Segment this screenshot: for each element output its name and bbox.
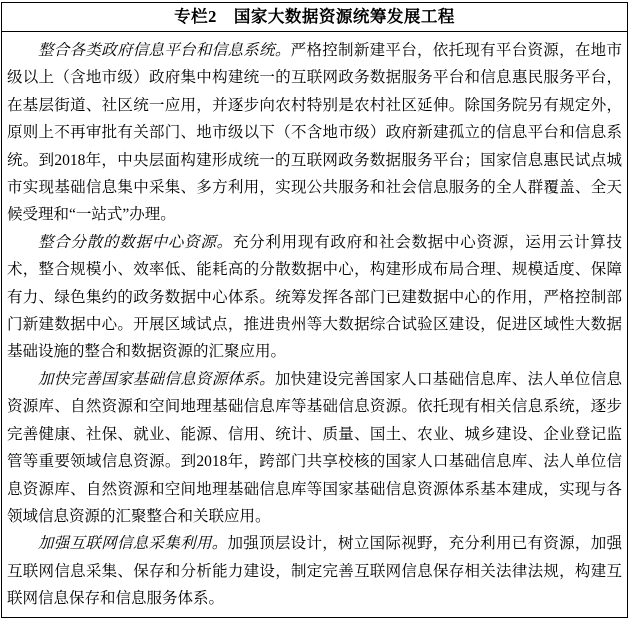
paragraph-text: 加快建设完善国家人口基础信息库、法人单位信息资源库、自然资源和空间地理基础信息库等基础信息资源。依托现有相关信息系统，逐步完善健康、社保、就业、能源、信用、统计、质量、国土、农业、城乡建设、企业登记监管等重要领域信息资源。到2018年，跨部门共享校核的国家人口基础信息库、法人单位信息资源库、自然资源和空间地理基础信息库等国家基础信息资源体系基本建成，实现与各领域信息资源的汇聚整合和关联应用。	[7, 370, 622, 525]
paragraph-lead: 整合分散的数据中心资源。	[38, 233, 233, 251]
panel-body	[2, 32, 627, 613]
paragraph-internet-info-collection	[7, 530, 622, 612]
paragraph-basic-info-resources	[7, 366, 622, 530]
paragraph-lead: 加强互联网信息采集利用。	[38, 535, 228, 553]
paragraph-text: 加强顶层设计，树立国际视野，充分利用已有资源，加强互联网信息采集、保存和分析能力建设，制定完善互联网信息保存相关法律法规，构建互联网信息保存和信息服务体系。	[7, 535, 622, 608]
paragraph-lead: 加快完善国家基础信息资源体系。	[38, 370, 275, 388]
paragraph-text: 充分利用现有政府和社会数据中心资源，运用云计算技术，整合规模小、效率低、能耗高的分散数据中心，构建形成布局合理、规模适度、保障有力、绿色集约的政务数据中心体系。统筹发挥各部门已建数据中心的作用，严格控制部门新建数据中心。开展区域试点，推进贵州等大数据综合试验区建设，促进区域性大数据基础设施的整合和数据资源的汇聚应用。	[7, 233, 622, 361]
paragraph-platform-integration	[7, 37, 622, 229]
paragraph-lead: 整合各类政府信息平台和信息系统。	[38, 42, 291, 59]
column-box-panel	[1, 2, 628, 618]
paragraph-datacenter-integration	[7, 229, 622, 366]
panel-title: 专栏2 国家大数据资源统筹发展工程	[2, 3, 627, 32]
paragraph-text: 严格控制新建平台，依托现有平台资源，在地市级以上（含地市级）政府集中构建统一的互联网政务数据服务平台和信息惠民服务平台，在基层街道、社区统一应用，并逐步向农村特别是农村社区延伸。除国务院另有规定外，原则上不再审批有关部门、地市级以下（不含地市级）政府新建孤立的信息平台和信息系统。到2018年，中央层面构建形成统一的互联网政务数据服务平台；国家信息惠民试点城市实现基础信息集中采集、多方利用，实现公共服务和社会信息服务的全人群覆盖、全天候受理和“一站式”办理。	[7, 42, 622, 224]
